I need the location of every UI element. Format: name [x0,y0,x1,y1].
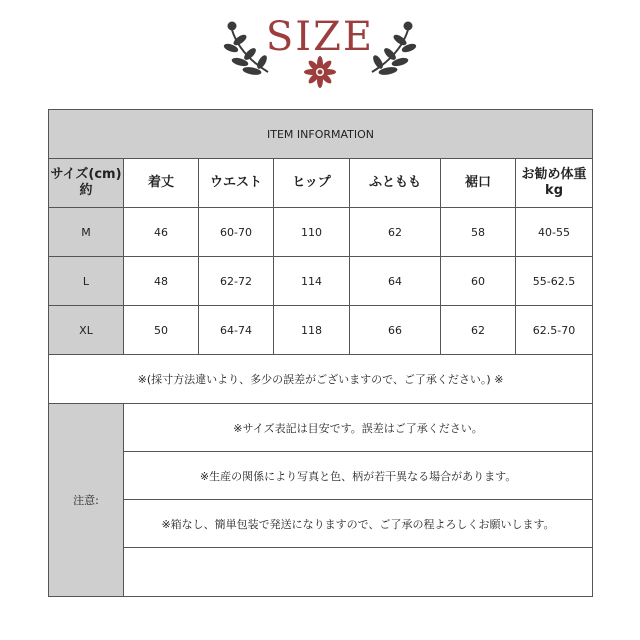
table-cell: 60-70 [199,208,274,257]
table-caption: ITEM INFORMATION [49,110,593,159]
table-cell: 48 [124,257,199,306]
size-table [48,109,593,597]
table-cell: 64-74 [199,306,274,355]
table-cell: 118 [274,306,350,355]
table-cell: 50 [124,306,199,355]
column-header: 裾口 [441,159,516,208]
note-item: ※生産の関係により写真と色、柄が若干異なる場合があります。 [124,452,593,500]
table-cell: 55-62.5 [516,257,593,306]
table-row [49,208,593,257]
table-cell: 110 [274,208,350,257]
measurement-note: ※(採寸方法違いより、多少の誤差がございますので、ご了承ください。) ※ [49,355,593,404]
table-header-row [49,159,593,208]
table-cell: 40-55 [516,208,593,257]
column-header: ヒップ [274,159,350,208]
table-cell: 62 [350,208,441,257]
table-cell: 46 [124,208,199,257]
size-label: L [49,257,124,306]
column-header: ウエスト [199,159,274,208]
note-item: ※箱なし、簡単包装で発送になりますので、ご了承の程よろしくお願いします。 [124,500,593,548]
column-header: サイズ(cm)約 [49,159,124,208]
table-row [49,257,593,306]
page-title: SIZE [265,14,375,60]
table-cell: 64 [350,257,441,306]
table-cell: 60 [441,257,516,306]
table-cell: 62-72 [199,257,274,306]
notes-label: 注意: [49,404,124,597]
table-row [49,306,593,355]
size-label: M [49,208,124,257]
column-header: ふともも [350,159,441,208]
table-cell: 62 [441,306,516,355]
table-cell: 114 [274,257,350,306]
table-cell: 62.5-70 [516,306,593,355]
size-header [0,0,640,100]
table-cell: 58 [441,208,516,257]
column-header: 着丈 [124,159,199,208]
size-label: XL [49,306,124,355]
table-cell: 66 [350,306,441,355]
column-header: お勧め体重kg [516,159,593,208]
note-empty [124,548,593,597]
note-item: ※サイズ表記は目安です。誤差はご了承ください。 [124,404,593,452]
